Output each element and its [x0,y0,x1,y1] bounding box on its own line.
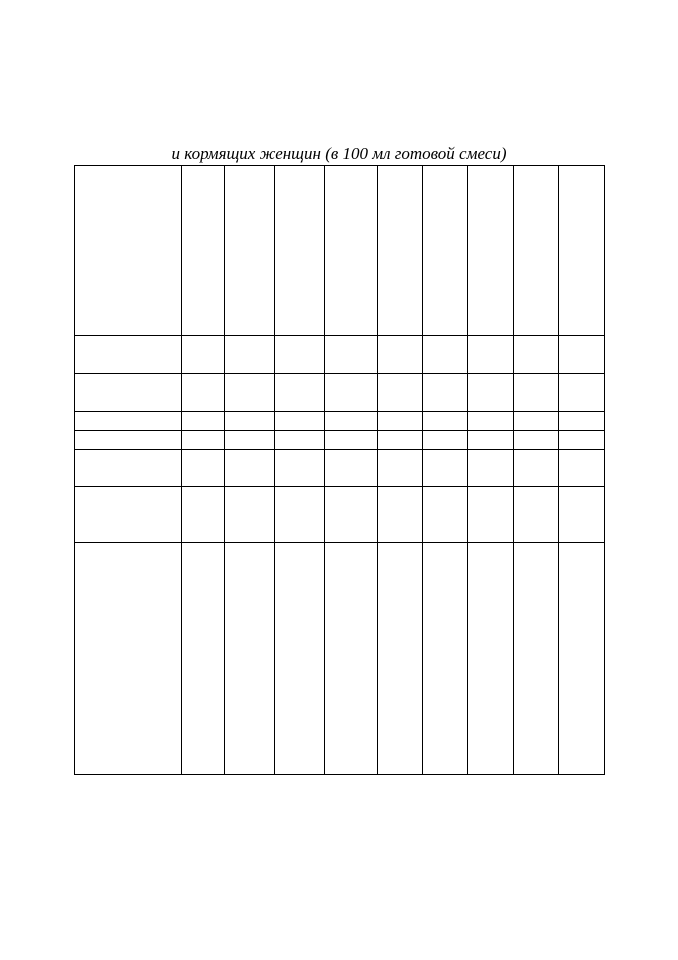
table-cell [75,336,182,374]
table-row [75,431,605,450]
table-cell [182,487,225,543]
table-cell [559,487,605,543]
table-cell [378,374,423,412]
table-cell [225,487,275,543]
table-cell [75,166,182,336]
table-cell [275,487,325,543]
table-cell [468,487,514,543]
table-cell [468,374,514,412]
table-row [75,374,605,412]
table-cell [325,166,378,336]
table-cell [182,166,225,336]
table-cell [559,431,605,450]
table-cell [423,412,468,431]
table-cell [225,336,275,374]
table-cell [468,431,514,450]
table-cell [559,543,605,775]
table-cell [182,336,225,374]
table-row [75,166,605,336]
table-cell [423,487,468,543]
table-cell [378,412,423,431]
table-cell [225,431,275,450]
table-cell [75,431,182,450]
table-cell [275,431,325,450]
table-row [75,487,605,543]
table-cell [468,450,514,487]
table-cell [559,412,605,431]
table-cell [378,450,423,487]
table-cell [75,543,182,775]
table-cell [275,412,325,431]
table-cell [325,412,378,431]
table-cell [378,166,423,336]
table-cell [75,450,182,487]
table-cell [182,431,225,450]
table-row [75,543,605,775]
table-cell [275,166,325,336]
table-cell [559,166,605,336]
table-body [75,166,605,775]
table-cell [225,374,275,412]
table-cell [514,543,559,775]
table-row [75,450,605,487]
table-cell [514,412,559,431]
table-row [75,412,605,431]
table-cell [75,412,182,431]
table-cell [423,336,468,374]
table-caption: и кормящих женщин (в 100 мл готовой смеси) [171,144,507,163]
table-cell [275,374,325,412]
table-cell [225,412,275,431]
table-cell [468,412,514,431]
table-cell [378,336,423,374]
table-cell [423,166,468,336]
table-cell [559,450,605,487]
table-cell [514,374,559,412]
table-cell [275,450,325,487]
table-cell [514,431,559,450]
table-cell [378,487,423,543]
table-cell [325,336,378,374]
table-cell [559,336,605,374]
table-cell [325,487,378,543]
table-cell [378,543,423,775]
data-table [74,165,605,775]
table-cell [225,166,275,336]
table-cell [325,374,378,412]
table-cell [514,166,559,336]
table-cell [275,336,325,374]
table-cell [423,450,468,487]
table-cell [275,543,325,775]
table-cell [325,450,378,487]
table-cell [514,450,559,487]
table-cell [75,374,182,412]
table-cell [468,543,514,775]
table-cell [559,374,605,412]
table-cell [182,450,225,487]
table-cell [325,543,378,775]
table-cell [468,166,514,336]
table-cell [423,431,468,450]
table-cell [75,487,182,543]
table-cell [325,431,378,450]
table-cell [182,374,225,412]
table-cell [514,336,559,374]
table-cell [423,543,468,775]
table-cell [225,543,275,775]
table-cell [468,336,514,374]
table-cell [182,543,225,775]
table-cell [378,431,423,450]
table-row [75,336,605,374]
table-cell [423,374,468,412]
table-cell [225,450,275,487]
table-cell [514,487,559,543]
table-cell [182,412,225,431]
